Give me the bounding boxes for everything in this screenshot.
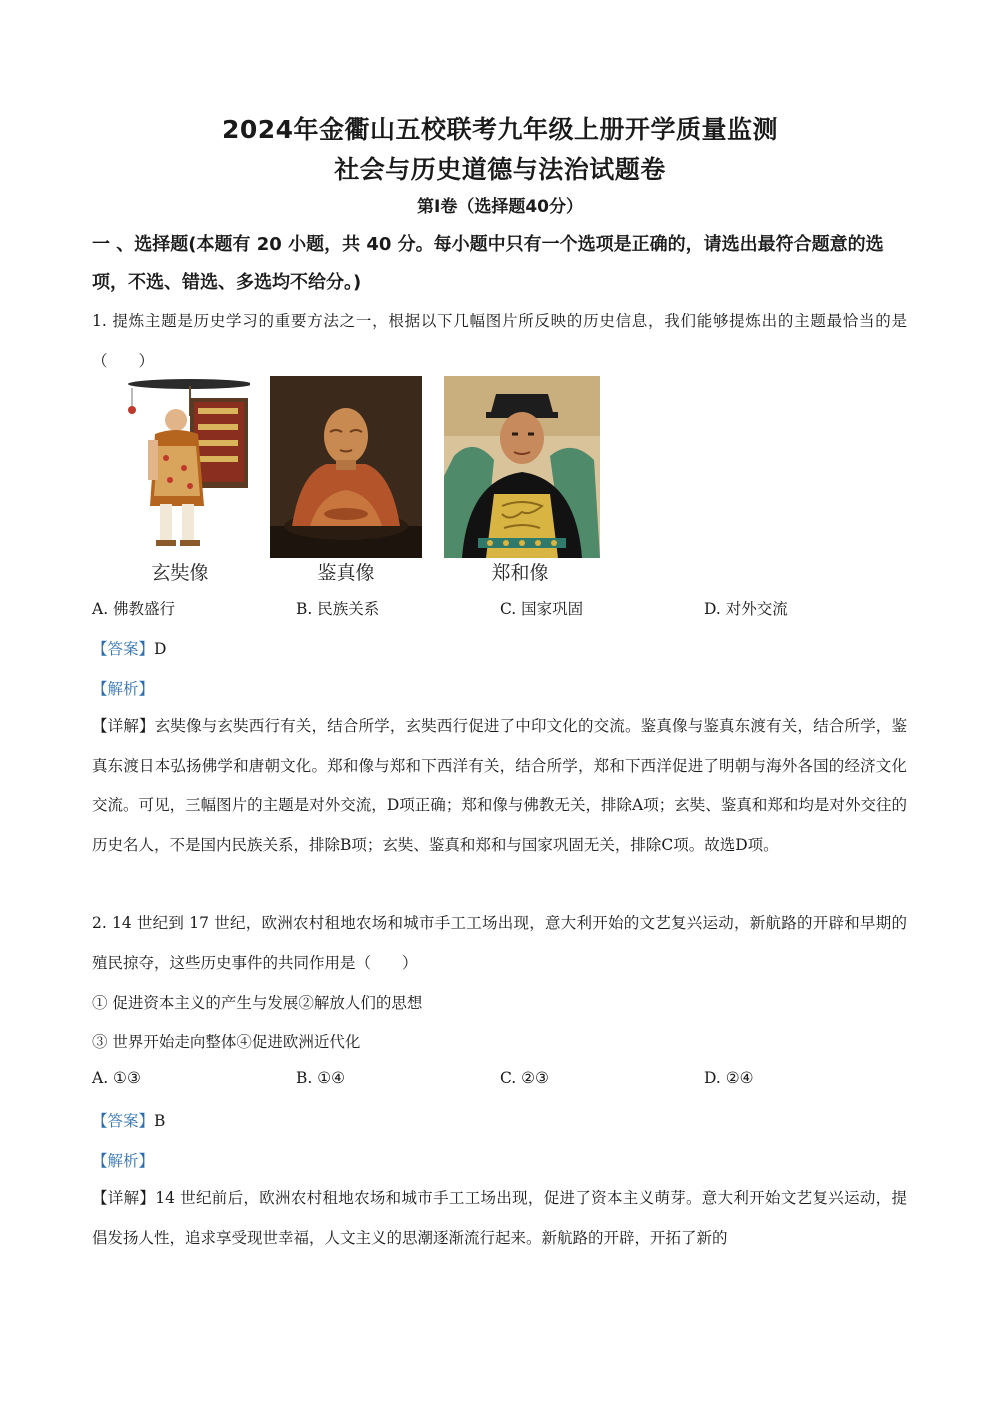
- q1-stem: 1. 提炼主题是历史学习的重要方法之一，根据以下几幅图片所反映的历史信息，我们能够提炼出的主题最恰当的是（ ）: [92, 312, 907, 370]
- q1-option-a[interactable]: A. 佛教盛行: [92, 600, 176, 618]
- q2-option-c[interactable]: C. ②③: [500, 1069, 549, 1087]
- detail-tag: 【详解】: [92, 1189, 156, 1207]
- exam-title-line1: 2024年金衢山五校联考九年级上册开学质量监测: [221, 115, 779, 144]
- jianzhen-statue-image: [270, 376, 422, 558]
- q2-detail: [92, 1179, 907, 1258]
- q2-option-b[interactable]: B. ①④: [296, 1069, 346, 1087]
- q2-options: [92, 1069, 912, 1093]
- answer-tag: 【答案】: [92, 1112, 155, 1130]
- q2-answer: B: [154, 1112, 166, 1130]
- q1-options: [92, 597, 912, 621]
- q2-item-1: ① 促进资本主义的产生与发展②解放人们的思想: [92, 994, 423, 1012]
- caption-xuanzang: 玄奘像: [151, 562, 209, 584]
- q1-detail-text: 玄奘像与玄奘西行有关，结合所学，玄奘西行促进了中印文化的交流。鉴真像与鉴真东渡有关，结合所学，鉴真东渡日本弘扬佛学和唐朝文化。郑和像与郑和下西洋有关，结合所学，郑和下西洋促进了明朝与海外各国的经济文化交流。可见，三幅图片的主题是对外交流，D项正确；郑和像与佛教无关，排除A项；玄奘、鉴真和郑和均是对外交往的历史名人，不是国内民族关系，排除B项；玄奘、鉴真和郑和与国家巩固无关，排除C项。故选D项。: [92, 717, 907, 854]
- exam-title-line2: 社会与历史道德与法治试题卷: [334, 155, 666, 184]
- q2-option-a[interactable]: A. ①③: [92, 1069, 141, 1087]
- q1-option-c[interactable]: C. 国家巩固: [500, 600, 584, 618]
- q1-option-d[interactable]: D. 对外交流: [704, 600, 788, 618]
- zhenghe-portrait-image: [444, 376, 600, 558]
- q1-answer: D: [154, 640, 167, 658]
- q2-stem: 2. 14 世纪到 17 世纪，欧洲农村租地农场和城市手工工场出现，意大利开始的文艺复兴运动，新航路的开辟和早期的殖民掠夺，这些历史事件的共同作用是（ ）: [92, 914, 907, 972]
- caption-jianzhen: 鉴真像: [317, 562, 375, 584]
- q2-detail-text: 14 世纪前后，欧洲农村租地农场和城市手工工场出现，促进了资本主义萌芽。意大利开始文艺复兴运动，提倡发扬人性，追求享受现世幸福，人文主义的思潮逐渐流行起来。新航路的开辟，开拓了新的: [92, 1189, 907, 1247]
- xuanzang-portrait-image: [110, 376, 250, 556]
- caption-zhenghe: 郑和像: [491, 562, 549, 584]
- q1-option-b[interactable]: B. 民族关系: [296, 600, 380, 618]
- q1-detail: [92, 707, 907, 865]
- answer-tag: 【答案】: [92, 640, 155, 658]
- q2-answer-line: [92, 1109, 165, 1131]
- detail-tag: 【详解】: [92, 717, 155, 735]
- q1-analysis-tag: 【解析】: [92, 680, 155, 698]
- section-heading: 一 、选择题(本题有 20 小题，共 40 分。每小题中只有一个选项是正确的，请选出最符合题意的选项，不选、错选、多选均不给分。): [92, 234, 884, 293]
- q1-answer-line: [92, 637, 166, 659]
- q2-item-2: ③ 世界开始走向整体④促进欧洲近代化: [92, 1033, 361, 1051]
- volume-heading: 第I卷（选择题40分）: [417, 197, 583, 217]
- q2-analysis-tag: 【解析】: [92, 1152, 155, 1170]
- q2-option-d[interactable]: D. ②④: [704, 1069, 754, 1087]
